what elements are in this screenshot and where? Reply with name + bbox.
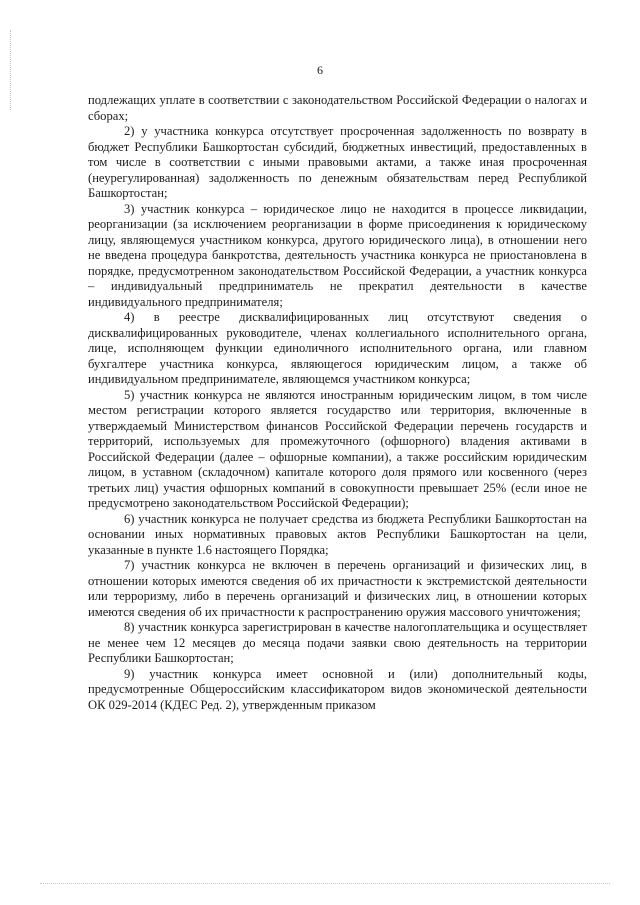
paragraph-item-6: 6) участник конкурса не получает средства из бюджета Республики Башкортостан на основании иных нормативных правовых актов Республики Башкортостан на цели, указанные в пункте 1.6 настоящего Порядка; [88,511,587,557]
paragraph-item-8: 8) участник конкурса зарегистрирован в качестве налогоплательщика и осуществляет не менее чем 12 месяцев до месяца подачи заявки свою деятельность на территории Республики Башкортостан; [88,620,587,665]
paragraph-item-7: 7) участник конкурса не включен в перечень организаций и физических лиц, в отношении которых имеются сведения об их причастности к экстремистской деятельности или терроризму, либо в перечень организаций и физических лиц, в отношении которых имеются сведения об их причастности к распространению оружия массового уничтожения; [88,558,587,619]
scan-edge-line [40,883,610,884]
document-body [88,93,587,713]
paragraph-item-5: 5) участник конкурса не являются иностранным юридическим лицом, в том числе местом регистрации которого является государство или территория, включенные в утверждаемый Министерством финансов Российской Федерации перечень государств и территорий, используемых для промежуточного (офшорного) владения активами в Российской Федерации (далее – офшорные компании), а также российским юридическим лицом, в уставном (складочном) капитале которого доля прямого или косвенного (через третьих лиц) участия офшорных компаний в совокупности превышает 25% (если иное не предусмотрено законодательством Российской Федерации); [88,387,587,510]
paragraph-continuation: подлежащих уплате в соответствии с законодательством Российской Федерации о налогах и сборах; [88,93,587,123]
paragraph-item-2: 2) у участника конкурса отсутствует просроченная задолженность по возврату в бюджет Республики Башкортостан субсидий, бюджетных инвестиций, предоставленных в том числе в соответствии с иными правовыми актами, а также иная просроченная (неурегулированная) задолженность по денежным обязательствам перед Республикой Башкортостан; [88,124,587,200]
paragraph-item-4: 4) в реестре дисквалифицированных лиц отсутствуют сведения о дисквалифицированных руководителе, членах коллегиального исполнительного органа, лице, исполняющем функции единоличного исполнительного органа, или главном бухгалтере участника конкурса, являющегося юридическим лицом, а также об индивидуальном предпринимателе, являющемся участником конкурса; [88,310,587,386]
paragraph-item-3: 3) участник конкурса – юридическое лицо не находится в процессе ликвидации, реорганизации (за исключением реорганизации в форме присоединения к юридическому лицу, являющемуся участником конкурса, другого юридического лица), в отношении него не введена процедура банкротства, деятельность участника конкурса не приостановлена в порядке, предусмотренном законодательством Российской Федерации, а участник конкурса – индивидуальный предприниматель не прекратил деятельности в качестве индивидуального предпринимателя; [88,201,587,309]
page-number: 6 [317,63,323,77]
paragraph-item-9: 9) участник конкурса имеет основной и (или) дополнительный коды, предусмотренные Общероссийским классификатором видов экономической деятельности ОК 029-2014 (КДЕС Ред. 2), утвержденным приказом [88,666,587,712]
